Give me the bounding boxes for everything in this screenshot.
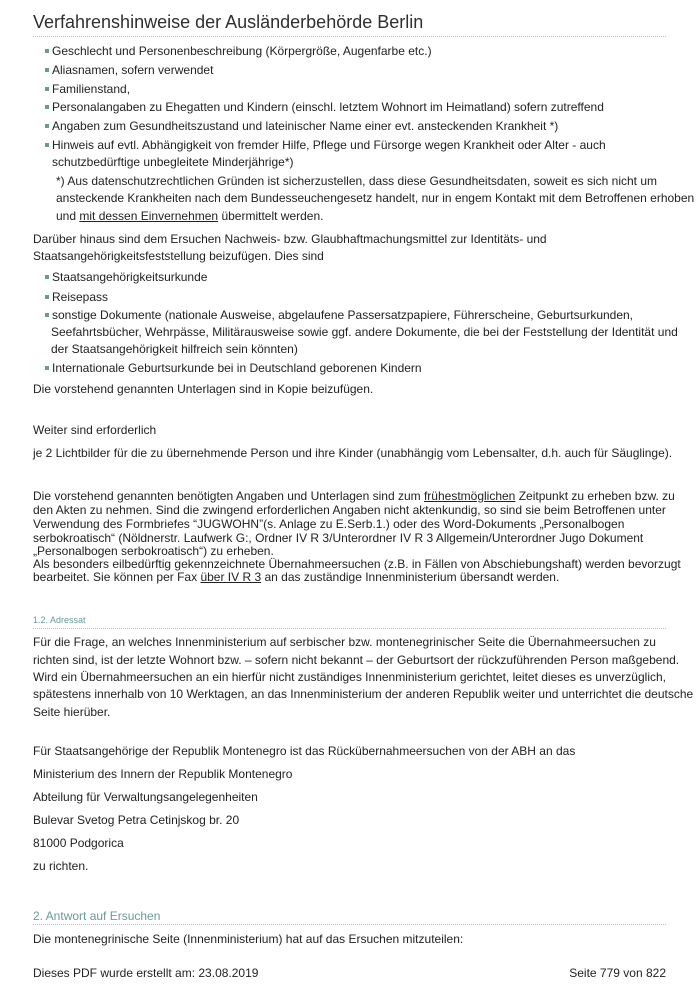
address-line: 81000 Podgorica [33,836,124,850]
underlined-text: über IV R 3 [200,570,262,584]
address-line: Bulevar Svetog Petra Cetinjskog br. 20 [33,813,240,827]
paragraph-line: Darüber hinaus sind dem Ersuchen Nachweis- bzw. Glaubhaftmachungsmittel zur Identitäts- und [33,232,547,246]
bullet-icon [45,313,49,317]
paragraph-line: richten sind, ist der letzte Wohnort bzw. – sofern nicht bekannt – der Geburtsort der rückzuführenden Person maßgebend. [33,653,680,667]
bullet-icon [45,105,49,109]
copy-note: Die vorstehend genannten Unterlagen sind in Kopie beizufügen. [33,382,374,396]
paragraph-line: Die vorstehend genannten benötigten Angaben und Unterlagen sind zum frühestmöglichen Zeitpunkt zu erheben bzw. zu [33,489,675,503]
underlined-text: frühestmöglichen [423,489,516,503]
address-intro: Für Staatsangehörige der Republik Montenegro ist das Rückübernahmeersuchen von der ABH an das [33,744,576,758]
page-title: Verfahrenshinweise der Ausländerbehörde Berlin [33,12,424,32]
list-item: Hinweis auf evtl. Abhängigkeit von fremder Hilfe, Pflege und Fürsorge wegen Krankheit oder Alter - auch [33,138,673,153]
bullet-icon [45,68,49,72]
paragraph-line: Als besonders eilbedürftig gekennzeichnete Übernahmeersuchen (z.B. in Fällen von Abschiebungshaft) werden bevorzugt [33,557,681,571]
list-item: Personalangaben zu Ehegatten und Kindern (einschl. letztem Wohnort im Heimatland) sofern zutreffend [33,100,673,115]
paragraph-line: Verwendung des Formbriefes “JUGWOHN”(s. Anlage zu E.Serb.1.) oder des Word-Dokuments „Personalbogen [33,517,625,531]
list-item: Familienstand, [33,82,673,97]
paragraph-line: serbokroatisch“ (Nöldnerstr. Laufwerk G:, Ordner IV R 3/Unterordner IV R 3 Allgemein/Unterordner Jugo Dokument [33,531,644,545]
paragraph-line: „Personalbogen serbokroatisch“) zu erheben. [33,544,274,558]
section-heading-antwort: 2. Antwort auf Ersuchen [33,909,161,923]
bullet-icon [45,295,49,299]
paragraph-line: bearbeitet. Sie können per Fax über IV R 3 an das zuständige Innenministerium übersandt werden. [33,570,560,584]
weiter-heading: Weiter sind erforderlich [33,423,157,437]
address-line: Ministerium des Innern der Republik Montenegro [33,767,293,781]
footnote-line: und mit dessen Einvernehmen übermittelt werden. [56,209,324,223]
bullet-icon [45,87,49,91]
bullet-icon [45,49,49,53]
paragraph-line: Wird ein Übernahmeersuchen an ein hierfür nicht zuständiges Innenministerium gerichtet, leitet dieses es unverzüglich, [33,670,666,684]
title-divider [33,36,666,37]
paragraph-line: den Akten zu nehmen. Sind die zwingend erforderlichen Angaben nicht aktenkundig, so sind sie beim Betroffenen unter [33,503,666,517]
list-item: Geschlecht und Personenbeschreibung (Körpergröße, Augenfarbe etc.) [33,44,673,59]
list-item: Internationale Geburtsurkunde bei in Deutschland geborenen Kindern [33,361,673,376]
footnote-line: *) Aus datenschutzrechtlichen Gründen ist sicherzustellen, dass diese Gesundheitsdaten, soweit es sich nicht um [56,174,657,188]
paragraph-line: Staatsangehörigkeitsfeststellung beizufügen. Dies sind [33,249,324,263]
list-item: Angaben zum Gesundheitszustand und lateinischer Name einer evt. ansteckenden Krankheit *) [33,119,673,134]
underlined-text: mit dessen Einvernehmen [79,209,219,223]
list-item: sonstige Dokumente (nationale Ausweise, abgelaufene Passersatzpapiere, Führerscheine, Geburtsurkunden, [33,308,673,323]
address-line: Abteilung für Verwaltungsangelegenheiten [33,790,258,804]
section-divider [33,628,666,629]
list-item-continuation: schutzbedürftige unbegleitete Minderjährige*) [52,155,294,169]
bullet-icon [45,124,49,128]
footnote-line: ansteckende Krankheiten nach dem Bundesseuchengesetz handelt, nur in engem Kontakt mit dem Betroffenen erhoben [56,191,695,205]
lichtbilder-text: je 2 Lichtbilder für die zu übernehmende Person und ihre Kinder (unabhängig vom Lebensalter, d.h. auch für Säuglinge). [33,446,673,460]
list-item: Staatsangehörigkeitsurkunde [33,270,673,285]
list-item: Aliasnamen, sofern verwendet [33,63,673,78]
address-line: zu richten. [33,859,89,873]
list-item-continuation: Seefahrtsbücher, Wehrpässe, Militärausweise sowie ggf. andere Dokumente, die bei der Feststellung der Identität und [51,325,678,339]
list-item: Reisepass [33,290,673,305]
paragraph-line: Für die Frage, an welches Innenministerium auf serbischer bzw. montenegrinischer Seite die Übernahmeersuchen zu [33,635,656,649]
paragraph-line: Seite hierüber. [33,705,111,719]
section-heading-adressat: 1.2. Adressat [33,615,86,625]
list-item-continuation: der Staatsangehörigkeit hilfreich sein könnten) [51,342,298,356]
bullet-icon [45,143,49,147]
paragraph-line: spätestens innerhalb von 10 Werktagen, an das Innenministerium der anderen Republik weiter und unterrichtet die deutsche [33,687,694,701]
bullet-icon [45,275,49,279]
footer-created-date: Dieses PDF wurde erstellt am: 23.08.2019 [33,966,259,980]
section-divider [33,924,666,925]
bullet-icon [45,366,49,370]
footer-page-number: Seite 779 von 822 [569,966,666,980]
paragraph-line: Die montenegrinische Seite (Innenministerium) hat auf das Ersuchen mitzuteilen: [33,932,464,946]
